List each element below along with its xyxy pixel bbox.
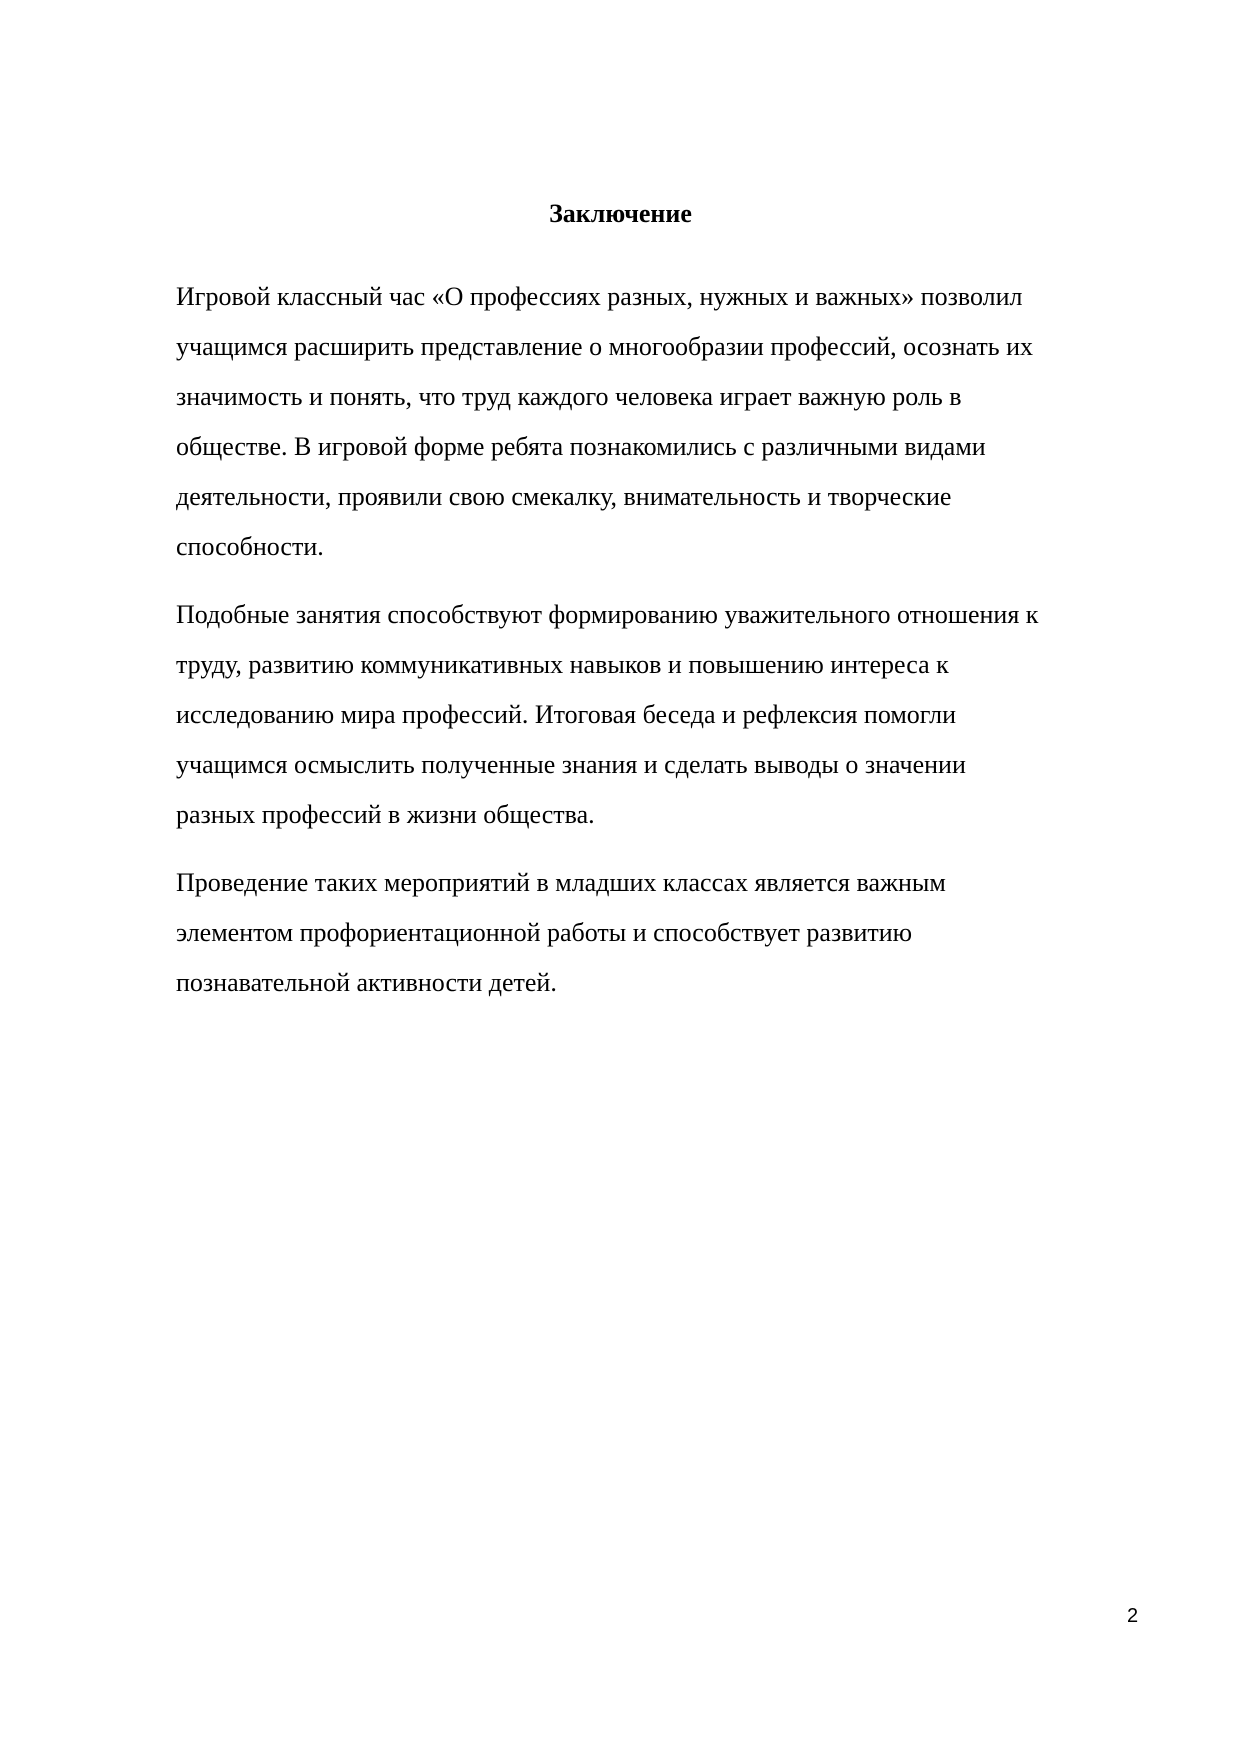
text-line: исследованию мира профессий. Итоговая беседа и рефлексия помогли [176,700,957,729]
paragraph-1 [176,272,1176,572]
paragraph-3 [176,858,1176,1008]
text-line: учащимся осмыслить полученные знания и сделать выводы о значении [176,750,966,779]
text-line: познавательной активности детей. [176,968,557,997]
text-line: обществе. В игровой форме ребята познакомились с различными видами [176,432,986,461]
text-line: значимость и понять, что труд каждого человека играет важную роль в [176,382,962,411]
paragraph-2 [176,590,1176,840]
text-line: способности. [176,532,324,561]
text-line: Проведение таких мероприятий в младших классах является важным [176,868,946,897]
text-line: Игровой классный час «О профессиях разных, нужных и важных» позволил [176,282,1023,311]
text-line: Подобные занятия способствуют формированию уважительного отношения к [176,600,1039,629]
body-text [176,272,1176,1026]
text-line: разных профессий в жизни общества. [176,800,595,829]
text-line: учащимся расширить представление о многообразии профессий, осознать их [176,332,1034,361]
text-line: труду, развитию коммуникативных навыков и повышению интереса к [176,650,949,679]
page-number: 2 [1127,1605,1139,1627]
text-line: элементом профориентационной работы и способствует развитию [176,918,913,947]
page-heading: Заключение [549,199,692,228]
text-line: деятельности, проявили свою смекалку, внимательность и творческие [176,482,952,511]
